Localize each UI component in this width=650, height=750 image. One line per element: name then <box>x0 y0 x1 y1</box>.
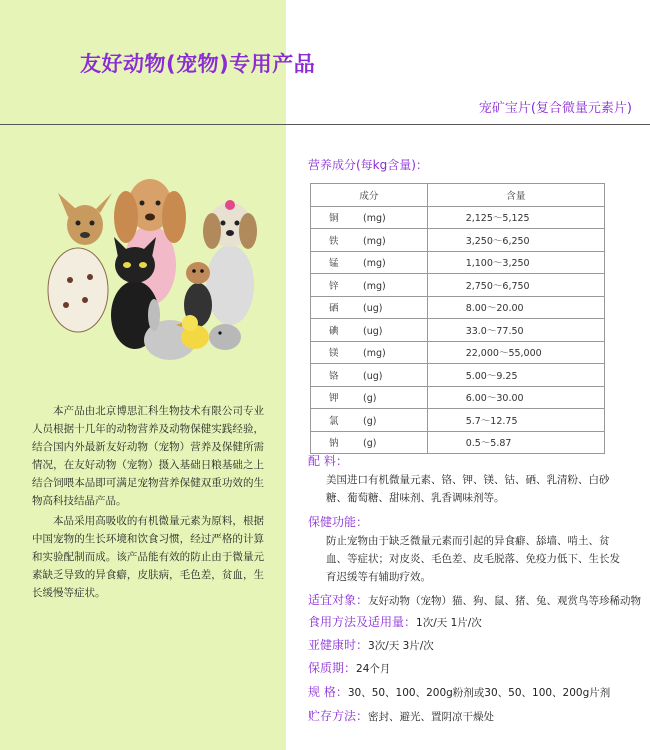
element-unit: (mg) <box>363 348 386 360</box>
table-row <box>311 296 605 319</box>
element-name: 钠 <box>329 438 339 450</box>
storage-label: 贮存方法： <box>308 709 369 723</box>
intro-paragraph: 本产品由北京博思汇科生物技术有限公司专业人员根据十几年的动物营养及动物保健实践经验，结合国内外最新友好动物（宠物）营养及保健所需情况，在友好动物（宠物）摄入基础日粮基础之上结合饲喂本品即可满足宠物营养保健双重功效的生物高科技结晶产品。 <box>32 405 264 507</box>
storage-section <box>308 707 628 726</box>
element-unit: (ug) <box>363 303 383 315</box>
hamster-image <box>209 324 241 350</box>
content-cell: 6.00～30.00 <box>427 386 604 409</box>
ingredients-label: 配 料： <box>308 454 348 468</box>
table-row <box>311 364 605 387</box>
target-label: 适宜对象： <box>308 593 369 607</box>
table-row <box>311 386 605 409</box>
element-unit: (mg) <box>363 280 386 292</box>
content-cell: 1,100～3,250 <box>427 251 604 274</box>
table-row <box>311 431 605 454</box>
pets-illustration <box>30 165 275 365</box>
content-cell: 22,000～55,000 <box>427 341 604 364</box>
shelf-life-text: 24个月 <box>356 663 391 675</box>
column-header-content: 含量 <box>427 184 604 207</box>
function-text: 防止宠物由于缺乏微量元素而引起的异食癖、舔墙、啃土、贫血、等症状；对皮炎、毛色差、皮毛脱落、免疫力低下、生长发育迟缓等有辅助疗效。 <box>326 535 620 583</box>
dosage-section <box>308 613 628 632</box>
chihuahua-dog-image <box>48 193 112 332</box>
spec-text: 30、50、100、200g粉剂或30、50、100、200g片剂 <box>347 687 611 699</box>
table-row <box>311 206 605 229</box>
element-name: 镁 <box>329 348 339 360</box>
dosage-label: 食用方法及适用量： <box>308 615 417 629</box>
intro-text <box>32 402 264 604</box>
component-cell <box>311 274 428 297</box>
content-cell: 3,250～6,250 <box>427 229 604 252</box>
storage-text: 密封、避光、置阴凉干燥处 <box>368 711 495 723</box>
table-row <box>311 274 605 297</box>
component-cell <box>311 229 428 252</box>
nutrition-table-body <box>311 206 605 454</box>
intro-paragraph: 本品采用高吸收的有机微量元素为原料，根据中国宠物的生长环境和饮食习惯，经过严格的计算和实验配制而成。该产品能有效的防止由于微量元素缺乏导致的异食癖，皮肤病，毛色差，贫血，生长缓慢等症状。 <box>32 515 264 599</box>
component-cell <box>311 341 428 364</box>
element-name: 铜 <box>329 213 339 225</box>
content-cell: 8.00～20.00 <box>427 296 604 319</box>
component-cell <box>311 431 428 454</box>
ingredients-text: 美国进口有机微量元素、铬、钾、镁、钴、硒、乳清粉、白砂糖、葡萄糖、甜味剂、乳香调味剂等。 <box>326 474 610 504</box>
element-name: 铬 <box>329 370 339 382</box>
shelf-life-label: 保质期： <box>308 661 357 675</box>
component-cell <box>311 409 428 432</box>
table-row <box>311 409 605 432</box>
element-name: 硒 <box>329 303 339 315</box>
table-row <box>311 341 605 364</box>
element-unit: (ug) <box>363 370 383 382</box>
nutrition-table <box>310 183 605 454</box>
element-unit: (g) <box>363 438 377 450</box>
table-row <box>311 319 605 342</box>
element-unit: (mg) <box>363 213 386 225</box>
element-unit: (g) <box>363 393 377 405</box>
content-cell: 5.00～9.25 <box>427 364 604 387</box>
component-cell <box>311 364 428 387</box>
content-cell: 33.0～77.50 <box>427 319 604 342</box>
subhealth-text: 3次/天 3片/次 <box>368 640 434 652</box>
nutrition-heading: 营养成分(每kg含量)： <box>308 158 428 172</box>
element-name: 氯 <box>329 415 339 427</box>
element-name: 碘 <box>329 325 339 337</box>
component-cell <box>311 319 428 342</box>
target-text: 友好动物（宠物）猫、狗、鼠、猪、兔、观赏鸟等珍稀动物 <box>368 595 642 607</box>
element-unit: (ug) <box>363 325 383 337</box>
column-header-component: 成分 <box>311 184 428 207</box>
spec-label: 规 格： <box>308 685 348 699</box>
element-name: 铁 <box>329 235 339 247</box>
content-cell: 2,750～6,750 <box>427 274 604 297</box>
element-unit: (g) <box>363 415 377 427</box>
content-cell: 5.7～12.75 <box>427 409 604 432</box>
target-section <box>308 591 642 610</box>
element-name: 钾 <box>329 393 339 405</box>
element-name: 锌 <box>329 280 339 292</box>
brand-title: 友好动物(宠物)专用产品 <box>80 52 316 76</box>
spec-section <box>308 683 628 702</box>
subhealth-section <box>308 636 628 655</box>
table-row <box>311 229 605 252</box>
dosage-text: 1次/天 1片/次 <box>416 617 482 629</box>
component-cell <box>311 386 428 409</box>
subhealth-label: 亚健康时： <box>308 638 369 652</box>
content-cell: 2,125～5,125 <box>427 206 604 229</box>
function-label: 保健功能： <box>308 515 369 529</box>
element-name: 锰 <box>329 258 339 270</box>
element-unit: (mg) <box>363 258 386 270</box>
component-cell <box>311 206 428 229</box>
function-section <box>308 513 628 586</box>
shelf-life-section <box>308 659 628 678</box>
element-unit: (mg) <box>363 235 386 247</box>
left-panel <box>0 0 286 750</box>
ingredients-section <box>308 452 628 507</box>
table-header-row <box>311 184 605 207</box>
header-divider <box>0 124 650 125</box>
component-cell <box>311 251 428 274</box>
content-cell: 0.5～5.87 <box>427 431 604 454</box>
component-cell <box>311 296 428 319</box>
table-row <box>311 251 605 274</box>
product-name: 宠矿宝片(复合微量元素片) <box>478 101 632 116</box>
